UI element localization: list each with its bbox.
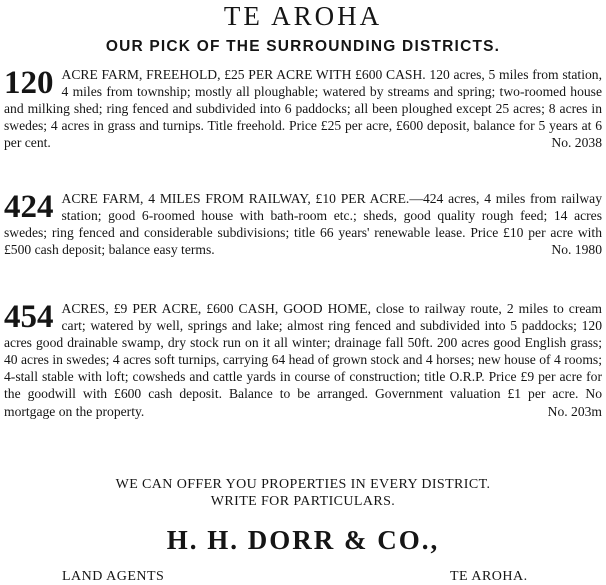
listing-headline: ACRE FARM, FREEHOLD, £25 PER ACRE WITH £600 CASH. <box>61 67 426 82</box>
offer-line-1: WE CAN OFFER YOU PROPERTIES IN EVERY DISTRICT. <box>115 477 491 492</box>
firm-name: H. H. DORR & CO., <box>166 525 440 555</box>
listing-body: —424 acres, 4 miles from railway station; good 6-roomed house with bath-room etc.; sheds, good quality rough feed; 14 acres swedes; ring fenced and considerable subdivisions; title 66 years' renewable lease. Price £10 per acre with £500 cash deposit; balance easy terms. <box>4 191 602 258</box>
offer-line-2: WRITE FOR PARTICULARS. <box>210 494 396 509</box>
listing-body: 120 acres, 5 miles from station, 4 miles from township; mostly all ploughable; watered by streams and spring; two-roomed house and milking shed; ring fenced and subdivided into 6 paddocks; all been ploughed except 25 acres; 8 acres in swedes; 4 acres in grass and turnips. Title freehold. Price £25 per acre, £600 deposit, balance for 5 years at 6 per cent. <box>4 67 602 151</box>
listing-454 <box>4 300 602 420</box>
listing-ref: No. 2038 <box>551 135 602 151</box>
listing-body: close to railway route, 2 miles to cream cart; watered by well, springs and lake; almost ring fenced and subdivided into 5 paddocks; 120 acres good drainable swamp, dry stock run on it all winter; drainage fall 50ft. 200 acres good English grass; 40 acres in swedes; 4 acres soft turnips, carrying 64 head of grown stock and 4 horses; new house of 4 rooms; 4-stall stable with loft; cowsheds and cattle yards in course of construction; title O.R.P. Price £9 per acre for the goodwill with £600 cash deposit. Balance to be arranged. Government valuation £1 per acre. No mortgage on the property. <box>4 301 602 419</box>
offer-text <box>0 476 606 510</box>
listing-ref: No. 1980 <box>551 242 602 258</box>
firm-role: LAND AGENTS <box>62 569 165 584</box>
listing-number: 454 <box>4 299 54 335</box>
page-subtitle: OUR PICK OF THE SURROUNDING DISTRICTS. <box>105 38 501 55</box>
listing-number: 120 <box>4 65 54 101</box>
listing-number: 424 <box>4 189 54 225</box>
listing-headline: ACRE FARM, 4 MILES FROM RAILWAY, £10 PER ACRE. <box>61 191 410 206</box>
listing-424 <box>4 190 602 258</box>
firm-location: TE AROHA. <box>450 569 528 584</box>
listing-headline: ACRES, £9 PER ACRE, £600 CASH, GOOD HOME, <box>61 301 371 316</box>
listing-ref: No. 203m <box>547 403 602 419</box>
page-title: TE AROHA <box>223 1 383 31</box>
listing-120 <box>4 66 602 151</box>
